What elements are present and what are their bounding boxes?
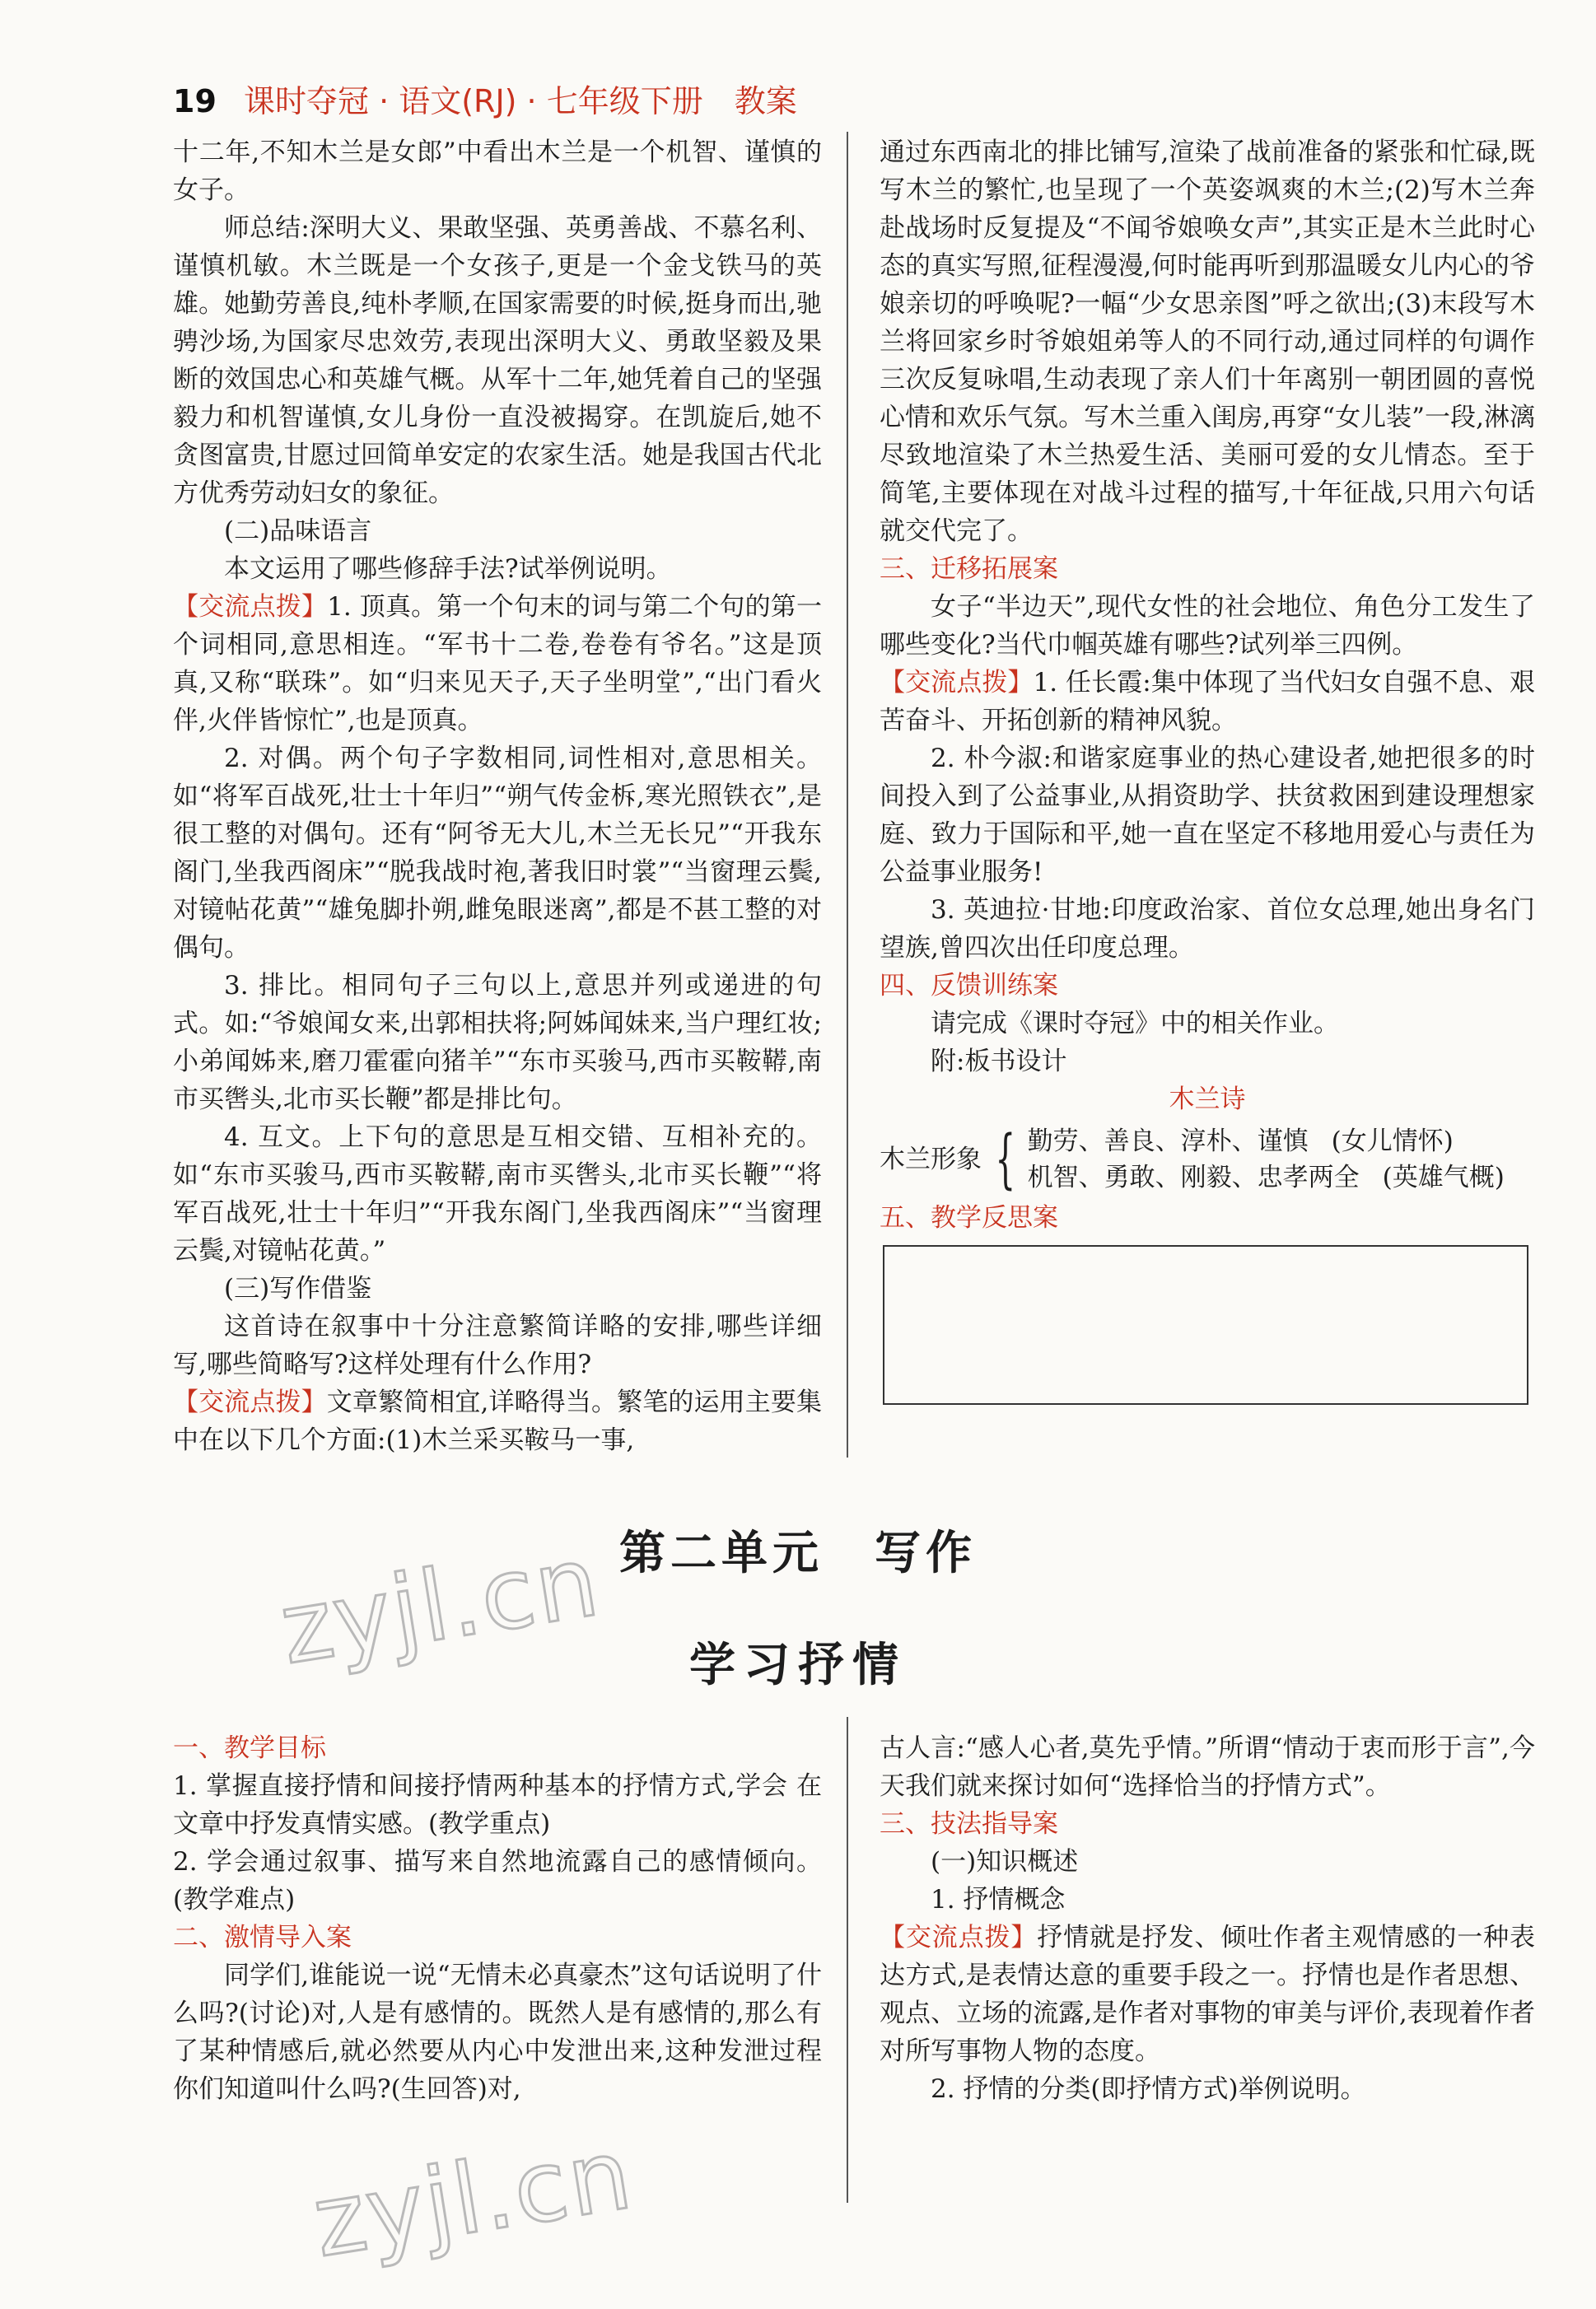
board-design xyxy=(880,1123,1535,1196)
subheading: 2. 抒情的分类(即抒情方式)举例说明。 xyxy=(931,2074,1366,2104)
paragraph: 同学们,谁能说一说“无情未必真豪杰”这句话说明了什么吗?(讨论)对,人是有感情的。既然人是有感情的,那么有了某种情感后,就必然要从内心中发泄出来,这种发泄过程你们知道叫什么吗?(生回答)对, xyxy=(173,1961,822,2104)
paragraph: 2. 对偶。两个句子字数相同,词性相对,意思相关。如“将军百战死,壮士十年归”“朔气传金柝,寒光照铁衣”,是很工整的对偶句。还有“阿爷无大儿,木兰无长兄”“开我东阁门,坐我西阁床”“脱我战时袍,著我旧时裳”“当窗理云鬓,对镜帖花黄”“雄兔脚扑朔,雌兔眼迷离”,都是不甚工整的对偶句。 xyxy=(173,744,822,963)
lower-right-column xyxy=(880,1729,1535,2108)
upper-right-column xyxy=(880,133,1535,1405)
board-note: (英雄气概) xyxy=(1382,1163,1505,1192)
section-heading: 四、反馈训练案 xyxy=(880,971,1058,1001)
brace-icon: { xyxy=(995,1122,1016,1196)
column-divider xyxy=(847,1717,848,2203)
paragraph: 通过东西南北的排比铺写,渲染了战前准备的紧张和忙碌,既写木兰的繁忙,也呈现了一个英姿飒爽的木兰;(2)写木兰奔赴战场时反复提及“不闻爷娘唤女声”,其实正是木兰此时心态的真实写照,征程漫漫,何时能再听到那温暖女儿内心的爷娘亲切的呼唤呢?一幅“少女思亲图”呼之欲出;(3)末段写木兰将回家乡时爷娘姐弟等人的不同行动,通过同样的句调作三次反复咏唱,生动表现了亲人们十年离别一朝团圆的喜悦心情和欢乐气氛。写木兰重入闺房,再穿“女儿装”一段,淋漓尽致地渲染了木兰热爱生活、美丽可爱的女儿情态。至于简笔,主要体现在对战斗过程的描写,十年征战,只用六句话就交代完了。 xyxy=(880,138,1535,546)
board-note: (女儿情怀) xyxy=(1331,1127,1454,1156)
section-heading: 三、技法指导案 xyxy=(880,1809,1058,1839)
paragraph: 请完成《课时夺冠》中的相关作业。 xyxy=(931,1009,1339,1038)
tag-label: 【交流点拨】 xyxy=(173,1388,327,1417)
board-left-label: 木兰形象 xyxy=(880,1145,982,1174)
objective-item: 1. 掌握直接抒情和间接抒情两种基本的抒情方式,学会 在文章中抒发真情实感。(教学重点) xyxy=(173,1771,822,1839)
board-lines xyxy=(1028,1123,1505,1196)
section-heading: 三、迁移拓展案 xyxy=(880,554,1058,584)
tag-label: 【交流点拨】 xyxy=(880,668,1034,697)
paragraph: 4. 互文。上下句的意思是互相交错、互相补充的。如“东市买骏马,西市买鞍鞯,南市买辔头,北市买长鞭”“将军百战死,壮士十年归”“开我东阁门,坐我西阁床”“当窗理云鬓,对镜帖花黄。” xyxy=(173,1122,822,1266)
paragraph: 2. 朴今淑:和谐家庭事业的热心建设者,她把很多的时间投入到了公益事业,从捐资助学、扶贫救困到建设理想家庭、致力于国际和平,她一直在坚定不移地用爱心与责任为公益事业服务! xyxy=(880,744,1535,887)
subheading: 1. 抒情概念 xyxy=(931,1885,1066,1915)
board-title: 木兰诗 xyxy=(1169,1085,1246,1114)
paragraph: 十二年,不知木兰是女郎”中看出木兰是一个机智、谨慎的女子。 xyxy=(173,138,822,205)
watermark: zyjl.cn xyxy=(273,1523,607,1686)
section-heading: 一、教学目标 xyxy=(173,1733,326,1763)
lower-left-column xyxy=(173,1729,822,2108)
answer-text: 抒情就是抒发、倾吐作者主观情感的一种表达方式,是表情达意的重要手段之一。抒情也是作者思想、观点、立场的流露,是作者对事物的审美与评价,表现着作者对所写事物人物的态度。 xyxy=(880,1923,1535,2066)
book-title: 课时夺冠 · 语文(RJ) · 七年级下册 教案 xyxy=(243,83,797,119)
answer-text: 1. 任长霞:集中体现了当代妇女自强不息、艰苦奋斗、开拓创新的精神风貌。 xyxy=(880,668,1536,735)
reflection-box[interactable] xyxy=(883,1245,1528,1405)
tag-label: 【交流点拨】 xyxy=(880,1923,1038,1952)
paragraph: 3. 英迪拉·甘地:印度政治家、首位女总理,她出身名门望族,曾四次出任印度总理。 xyxy=(880,895,1535,963)
board-line: 勤劳、善良、淳朴、谨慎 xyxy=(1027,1127,1309,1156)
upper-left-column xyxy=(173,133,822,1459)
subheading: (三)写作借鉴 xyxy=(224,1274,372,1304)
answer-text: 1. 顶真。第一个句末的词与第二个句的第一个词相同,意思相连。“军书十二卷,卷卷有爷名。”这是顶真,又称“联珠”。如“归来见天子,天子坐明堂”,“出门看火伴,火伴皆惊忙”,也是顶真。 xyxy=(173,592,822,735)
paragraph: 附:板书设计 xyxy=(931,1047,1067,1076)
question: 这首诗在叙事中十分注意繁简详略的安排,哪些详细写,哪些简略写?这样处理有什么作用? xyxy=(173,1312,822,1379)
subheading: (一)知识概述 xyxy=(931,1847,1079,1877)
paragraph: 师总结:深明大义、果敢坚强、英勇善战、不慕名利、谨慎机敏。木兰既是一个女孩子,更是一个金戈铁马的英雄。她勤劳善良,纯朴孝顺,在国家需要的时候,挺身而出,驰骋沙场,为国家尽忠效劳,表现出深明大义、勇敢坚毅及果断的效国忠心和英雄气概。从军十二年,她凭着自己的坚强毅力和机智谨慎,女儿身份一直没被揭穿。在凯旋后,她不贪图富贵,甘愿过回简单安定的农家生活。她是我国古代北方优秀劳动妇女的象征。 xyxy=(173,213,822,508)
answer-text: 文章繁简相宜,详略得当。繁笔的运用主要集中在以下几个方面:(1)木兰采买鞍马一事, xyxy=(173,1388,823,1455)
board-line: 机智、勇敢、刚毅、忠孝两全 xyxy=(1027,1163,1360,1192)
objective-item: 2. 学会通过叙事、描写来自然地流露自己的感情倾向。(教学难点) xyxy=(173,1847,822,1915)
page-number: 19 xyxy=(173,83,217,119)
column-divider xyxy=(847,132,848,1458)
question: 女子“半边天”,现代女性的社会地位、角色分工发生了哪些变化?当代巾帼英雄有哪些?试列举三四例。 xyxy=(880,592,1535,660)
question: 本文运用了哪些修辞手法?试举例说明。 xyxy=(224,554,672,584)
page-header xyxy=(173,76,797,121)
lesson-title: 学习抒情 xyxy=(689,1638,907,1692)
watermark: zyjl.cn xyxy=(306,2116,640,2279)
paragraph: 3. 排比。相同句子三句以上,意思并列或递进的句式。如:“爷娘闻女来,出郭相扶将;阿姊闻妹来,当户理红妆;小弟闻姊来,磨刀霍霍向猪羊”“东市买骏马,西市买鞍鞯,南市买辔头,北市买长鞭”都是排比句。 xyxy=(173,971,822,1114)
paragraph: 古人言:“感人心者,莫先乎情。”所谓“情动于衷而形于言”,今天我们就来探讨如何“选择恰当的抒情方式”。 xyxy=(880,1733,1535,1801)
section-heading: 五、教学反思案 xyxy=(880,1203,1058,1233)
subheading: (二)品味语言 xyxy=(224,516,372,546)
section-heading: 二、激情导入案 xyxy=(173,1923,352,1952)
tag-label: 【交流点拨】 xyxy=(173,592,328,622)
unit-title: 第二单元 写作 xyxy=(619,1526,977,1580)
